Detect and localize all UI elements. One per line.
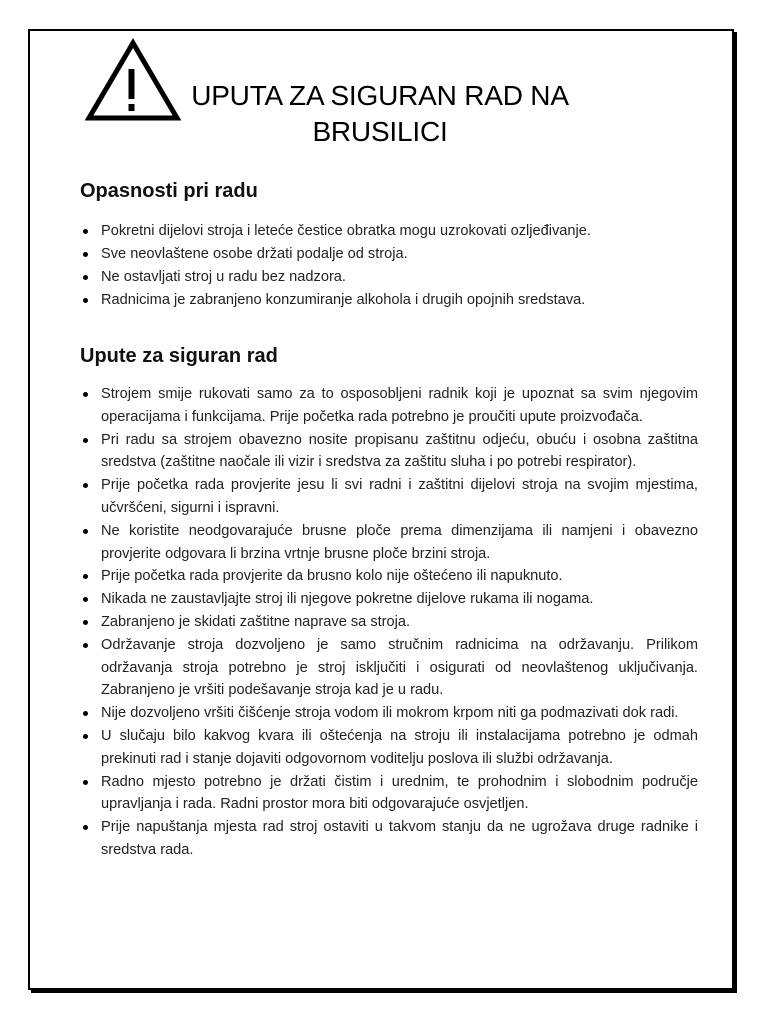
list-item: Pri radu sa strojem obavezno nosite propisanu zaštitnu odjeću, obuću i osobna zaštitna sredstva (zaštitne naočale ili vizir i sredstva za zaštitu sluha i po potrebi respirator).: [80, 429, 698, 475]
page-title: [150, 78, 610, 150]
section-heading-instructions: Upute za siguran rad: [80, 345, 278, 367]
list-item: Održavanje stroja dozvoljeno je samo stručnim radnicima na održavanju. Prilikom održavanja stroja potrebno je stroj isključiti i osigurati od neovlaštenog uključivanja. Zabranjeno je vršiti podešavanje stroja kad je u radu.: [80, 634, 698, 702]
list-item: Ne koristite neodgovarajuće brusne ploče prema dimenzijama ili namjeni i obavezno provjerite odgovara li brzina vrtnje brusne ploče brzini stroja.: [80, 520, 698, 566]
list-item: Prije početka rada provjerite jesu li svi radni i zaštitni dijelovi stroja na svojim mjestima, učvršćeni, sigurni i ispravni.: [80, 474, 698, 520]
list-item: Strojem smije rukovati samo za to osposobljeni radnik koji je upoznat sa svim njegovim operacijama i funkcijama. Prije početka rada potrebno je proučiti upute proizvođača.: [80, 383, 698, 429]
list-item: U slučaju bilo kakvog kvara ili oštećenja na stroju ili instalacijama potrebno je odmah prekinuti rad i stanje dojaviti odgovornom voditelju poslova ili službi održavanja.: [80, 725, 698, 771]
list-item: Zabranjeno je skidati zaštitne naprave sa stroja.: [80, 611, 698, 634]
list-item: Nije dozvoljeno vršiti čišćenje stroja vodom ili mokrom krpom niti ga podmazivati dok radi.: [80, 702, 698, 725]
title-line-2: BRUSILICI: [312, 116, 448, 147]
instructions-list: [80, 383, 698, 862]
section-heading-hazards: Opasnosti pri radu: [80, 180, 258, 202]
list-item: Sve neovlaštene osobe držati podalje od stroja.: [80, 243, 698, 266]
list-item: Radnicima je zabranjeno konzumiranje alkohola i drugih opojnih sredstava.: [80, 289, 698, 312]
list-item: Pokretni dijelovi stroja i leteće čestice obratka mogu uzrokovati ozljeđivanje.: [80, 220, 698, 243]
list-item: Ne ostavljati stroj u radu bez nadzora.: [80, 266, 698, 289]
hazards-list: [80, 220, 698, 312]
list-item: Prije početka rada provjerite da brusno kolo nije oštećeno ili napuknuto.: [80, 565, 698, 588]
list-item: Prije napuštanja mjesta rad stroj ostaviti u takvom stanju da ne ugrožava druge radnike i sredstva rada.: [80, 816, 698, 862]
list-item: Radno mjesto potrebno je držati čistim i urednim, te prohodnim i slobodnim područje upravljanja i rada. Radni prostor mora biti odgovarajuće osvjetljen.: [80, 771, 698, 817]
title-line-1: UPUTA ZA SIGURAN RAD NA: [191, 80, 569, 111]
list-item: Nikada ne zaustavljajte stroj ili njegove pokretne dijelove rukama ili nogama.: [80, 588, 698, 611]
